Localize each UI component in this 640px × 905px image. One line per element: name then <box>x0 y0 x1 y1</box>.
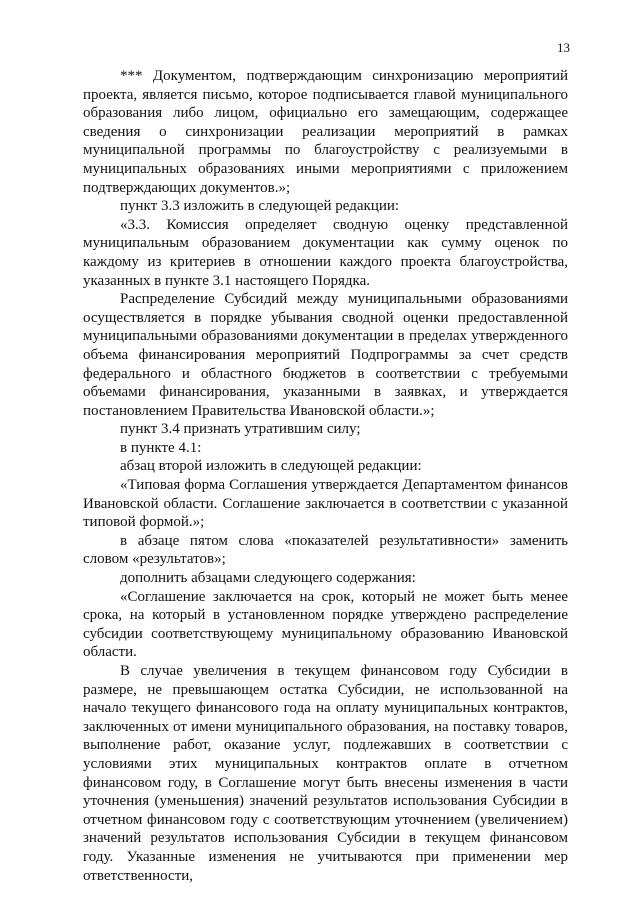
paragraph-item-3-4: пункт 3.4 признать утратившим силу; <box>120 421 361 438</box>
paragraph-synchronization-note: *** Документом, подтверждающим синхронизацию мероприятий проекта, является письмо, которое подписывается главой муниципального образования либо лицом, официально его замещающим, содержащее сведения о синхронизации реализации мероприятий в рамках муниципальной программы по благоустройству с реализуемыми в муниципальных образованиях иными мероприятиями с приложением подтверждающих документов.»; <box>83 68 568 196</box>
paragraph-item-3-3-intro: пункт 3.3 изложить в следующей редакции: <box>120 198 400 215</box>
body-text <box>83 67 568 885</box>
page-number: 13 <box>557 40 570 55</box>
paragraph-supplement: дополнить абзацами следующего содержания: <box>120 570 416 587</box>
paragraph-subsidy-increase: В случае увеличения в текущем финансовом году Субсидии в размере, не превышающем остатка Субсидии, не использованной на начало текущего финансового года на оплату муниципальных контрактов, заключенных от имени муниципального образования, на поставку товаров, выполнение работ, оказание услуг, подлежавших в соответствии с условиями этих муниципальных контрактов оплате в отчетном финансовом году, в Соглашение могут быть внесены изменения в части уточнения (уменьшения) значений результатов использования Субсидии в отчетном финансовом году с соответствующим уточнением (увеличением) значений результатов использования Субсидии в текущем финансовом году. Указанные изменения не учитываются при применении мер ответственности, <box>83 663 568 884</box>
paragraph-fifth-abzac: в абзаце пятом слова «показателей результативности» заменить словом «результатов»; <box>83 532 568 568</box>
paragraph-subsidy-distribution: Распределение Субсидий между муниципальными образованиями осуществляется в порядке убывания сводной оценки предоставленной муниципальными образованиями документации в пределах утвержденного объема финансирования мероприятий Подпрограммы за счет средств федерального и областного бюджетов в соответствии с требуемыми объемами финансирования, указанными в заявках, и утверждается постановлением Правительства Ивановской области.»; <box>83 291 568 419</box>
paragraph-second-abzac: абзац второй изложить в следующей редакции: <box>120 458 422 475</box>
paragraph-agreement-term: «Соглашение заключается на срок, который не может быть менее срока, на который в установленном порядке утверждено распределение субсидии соответствующему муниципальному образованию Ивановской области. <box>83 588 568 661</box>
paragraph-item-3-3-text: «3.3. Комиссия определяет сводную оценку представленной муниципальным образованием документации как сумму оценок по каждому из критериев в отношении каждого проекта благоустройства, указанных в пункте 3.1 настоящего Порядка. <box>83 216 568 289</box>
paragraph-item-4-1: в пункте 4.1: <box>120 439 202 456</box>
paragraph-typical-form: «Типовая форма Соглашения утверждается Департаментом финансов Ивановской области. Соглашение заключается в соответствии с указанной типовой формой.»; <box>83 477 568 531</box>
